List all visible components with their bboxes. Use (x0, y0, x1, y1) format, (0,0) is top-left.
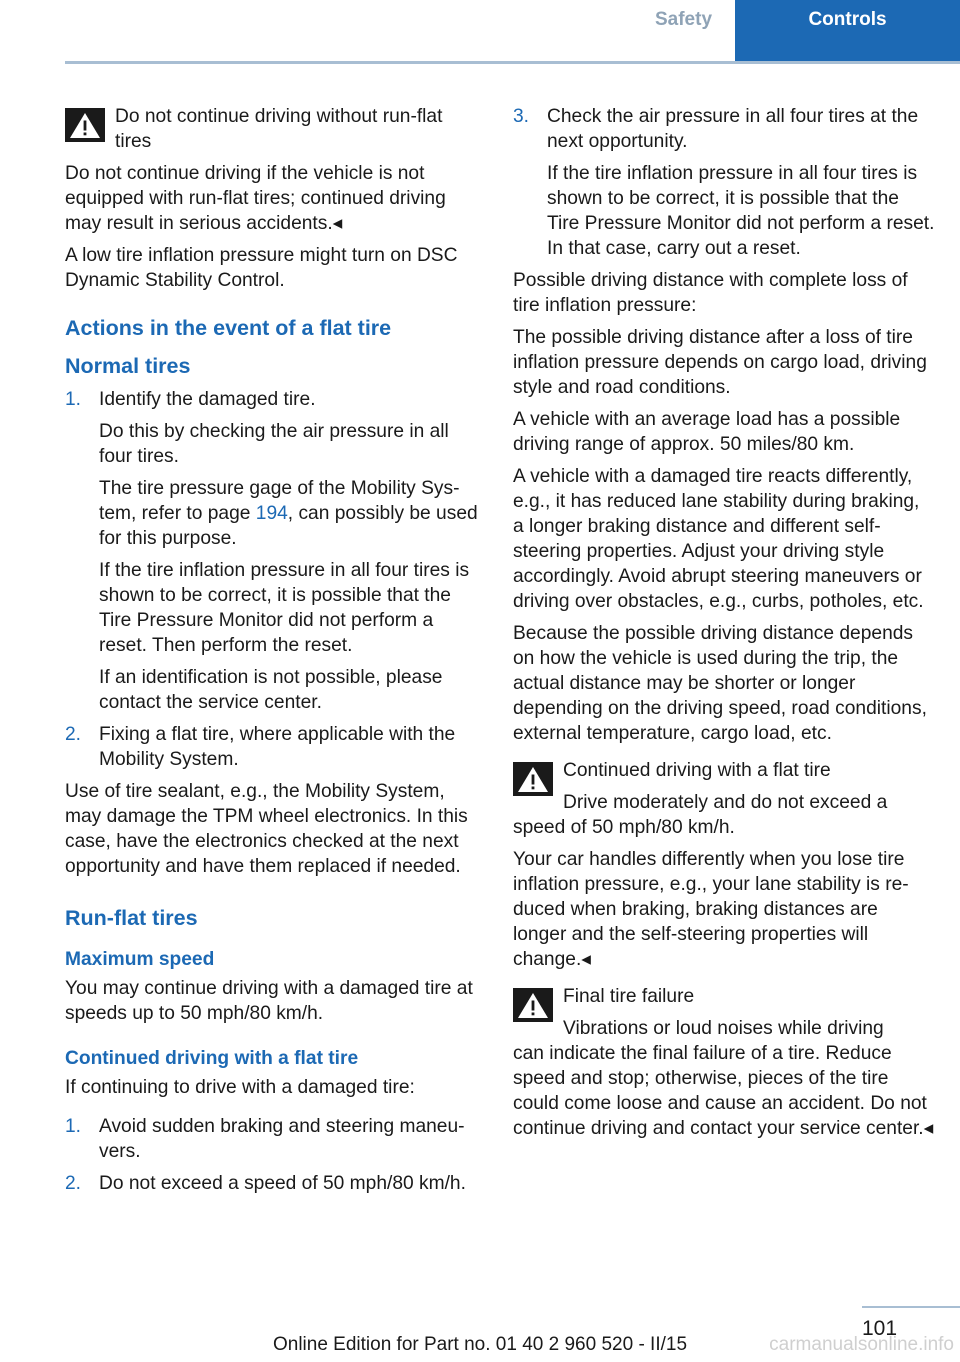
step-text: Do not exceed a speed of 50 mph/80 km/h. (99, 1173, 466, 1194)
heading-normal-tires: Normal tires (65, 354, 191, 378)
list-item (65, 1114, 482, 1164)
paragraph-distance-label: Possible driving distance with complete loss of tire inflation pressure: (513, 270, 908, 316)
watermark: carmanualsonline.info (769, 1334, 954, 1355)
paragraph-maximum-speed: You may continue driving with a damaged tire at speeds up to 50 mph/80 km/h. (65, 978, 473, 1024)
normal-tires-steps (65, 387, 482, 772)
check-steps (513, 104, 935, 261)
page-link[interactable]: 194 (255, 503, 288, 524)
step-text: Avoid sudden braking and steering maneuvers. (99, 1116, 465, 1162)
heading-actions-flat-tire: Actions in the event of a flat tire (65, 316, 392, 340)
paragraph-because: Because the possible driving distance depends on how the vehicle is used during the trip, the actual distance may be shorter or longer depending on the driving speed, road conditions, external temperature, cargo load, etc. (513, 623, 927, 744)
header-rule (65, 61, 960, 64)
paragraph-damaged-tire: A vehicle with a damaged tire reacts differently, e.g., it has reduced lane stability during braking, a longer braking distance and different self-steering properties. Adjust your driving style accordingly. Avoid abrupt steering maneuvers or driving over obstacles, e.g., curbs, potholes, etc. (513, 466, 924, 612)
heading-maximum-speed: Maximum speed (65, 949, 215, 970)
warning-body: Do not continue driving if the vehicle is not equipped with run-flat tires; continued driving may result in serious accidents.◂ (65, 163, 446, 234)
continued-driving-steps (65, 1114, 482, 1196)
step-detail-with-link (99, 476, 482, 551)
step-number: 2. (65, 1173, 82, 1194)
warning-text: Drive moderately and do not exceed a (563, 792, 888, 813)
warning-triangle-icon (513, 988, 553, 1022)
list-item (65, 387, 482, 715)
tab-controls[interactable]: Controls (735, 0, 960, 61)
header-tabs (632, 0, 960, 61)
step-number: 1. (65, 389, 82, 410)
warning-body: Your car handles differently when you lose tire inflation pressure, e.g., your lane stability is reduced when braking, braking distances are longer and the self-steering properties will change.◂ (513, 849, 909, 970)
step-detail-text: The tire pressure gage of the Mobility System, refer to page (99, 478, 460, 524)
warning-triangle-icon (65, 108, 105, 142)
warning-text: can indicate the final failure of a tire. Reduce speed and stop; otherwise, pieces of the tire could come loose and cause an accident. Do not continue driving and contact your service center.◂ (513, 1043, 934, 1139)
paragraph-continued: If continuing to drive with a damaged tire: (65, 1077, 415, 1098)
warning-title: Do not continue driving without run-flat tires (115, 106, 443, 152)
paragraph-dsc: A low tire inflation pressure might turn on DSC Dynamic Stability Control. (65, 245, 458, 291)
warning-title: Continued driving with a flat tire (563, 760, 831, 781)
list-item (513, 104, 935, 261)
paragraph-distance: The possible driving distance after a loss of tire inflation pressure depends on cargo load, driving style and road conditions. (513, 327, 927, 398)
warning-text: speed of 50 mph/80 km/h. (513, 817, 735, 838)
heading-run-flat-tires: Run-flat tires (65, 906, 198, 930)
step-text: Check the air pressure in all four tires at the next opportunity. (547, 106, 919, 152)
paragraph-average-load: A vehicle with an average load has a possible driving range of approx. 50 miles/80 km. (513, 409, 901, 455)
warning-text: Vibrations or loud noises while driving (563, 1018, 884, 1039)
warning-title: Final tire failure (563, 986, 695, 1007)
warning-triangle-icon (513, 762, 553, 796)
right-column (513, 104, 935, 1148)
step-detail-text: , can possibly be used for this purpose. (99, 503, 478, 549)
step-detail: If the tire inflation pressure in all four tires is shown to be correct, it is possible that the Tire Pressure Monitor did not perform a reset. Then perform the reset. (99, 560, 470, 656)
step-number: 1. (65, 1116, 82, 1137)
heading-continued-driving: Continued driving with a flat tire (65, 1048, 359, 1069)
step-detail: Do this by checking the air pressure in all four tires. (99, 421, 449, 467)
step-detail: If an identification is not possible, please contact the service center. (99, 667, 443, 713)
paragraph-sealant: Use of tire sealant, e.g., the Mobility System, may damage the TPM wheel electronics. In this case, have the electronics checked at the next opportunity and have them replaced if needed. (65, 781, 468, 877)
left-column (65, 104, 482, 1203)
edition-line: Online Edition for Part no. 01 40 2 960 520 - II/15 (272, 1334, 688, 1355)
tab-safety[interactable]: Safety (654, 9, 713, 30)
step-detail: If the tire inflation pressure in all four tires is shown to be correct, it is possible that the Tire Pressure Monitor did not perform a reset. In that case, carry out a reset. (547, 163, 935, 259)
warning-run-flat (65, 104, 482, 154)
step-number: 3. (513, 106, 530, 127)
step-text: Identify the damaged tire. (99, 389, 316, 410)
warning-continued-driving (513, 758, 935, 840)
list-item (65, 722, 482, 772)
step-number: 2. (65, 724, 82, 745)
footer-rule (862, 1306, 960, 1308)
list-item (65, 1171, 482, 1196)
warning-final-tire-failure (513, 984, 935, 1141)
page-number: 101 (862, 1317, 898, 1340)
step-text: Fixing a flat tire, where applicable with the Mobility System. (99, 724, 456, 770)
